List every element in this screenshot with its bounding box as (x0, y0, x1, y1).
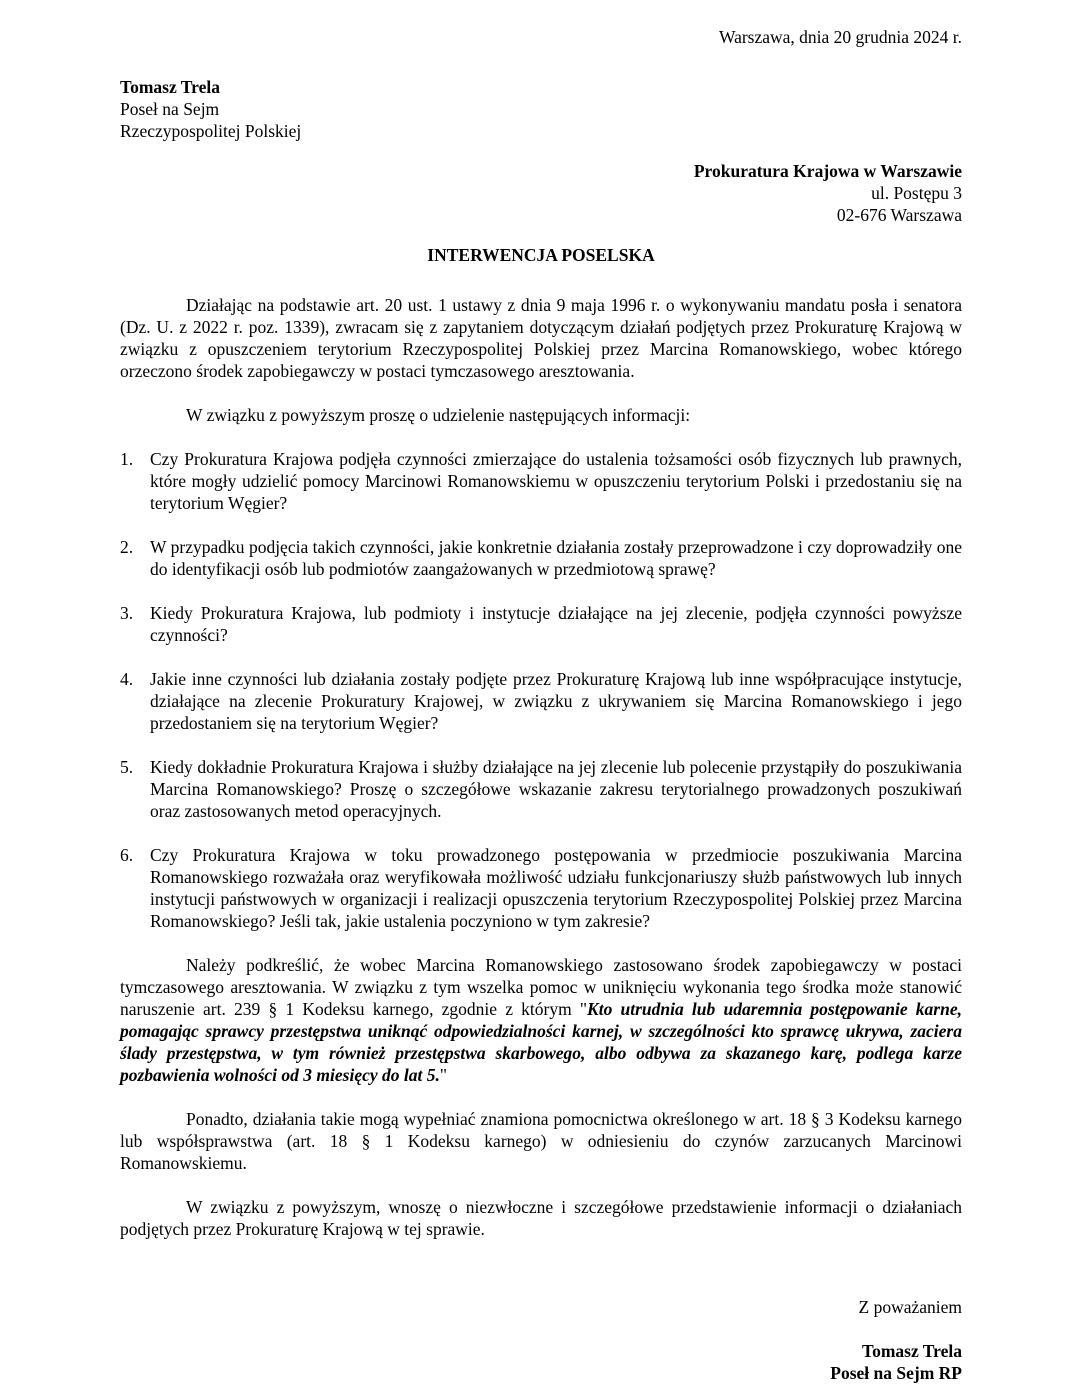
question-item-1 (120, 448, 962, 514)
penal-code-quote: Kto utrudnia lub udaremnia postępowanie karne, pomagając sprawcy przestępstwa uniknąć odpowiedzialności karnej, w szczególności kto sprawcę ukrywa, zaciera ślady przestępstwa, w tym również przestępstwa skarbowego, albo odbywa za skazanego karę, podlega karze pozbawienia wolności od 3 miesięcy do lat 5. (120, 999, 962, 1085)
legal-paragraph-post-quote: " (439, 1065, 448, 1085)
question-text: Kiedy dokładnie Prokuratura Krajowa i służby działające na jej zlecenie lub polecenie przystąpiły do poszukiwania Marcina Romanowskiego? Proszę o szczegółowe wskazanie zakresu terytorialnego prowadzonych poszukiwań oraz zastosowanych metod operacyjnych. (150, 757, 962, 821)
question-text: Czy Prokuratura Krajowa w toku prowadzonego postępowania w przedmiocie poszukiwania Marcina Romanowskiego rozważała oraz weryfikowała możliwość udziału funkcjonariuszy służb państwowych lub innych instytucji państwowych w organizacji i realizacji opuszczenia terytorium Rzeczypospolitej Polskiej przez Marcina Romanowskiego? Jeśli tak, jakie ustalenia poczyniono w tym zakresie? (150, 845, 962, 931)
signature-name: Tomasz Trela (862, 1341, 962, 1361)
question-item-2 (120, 536, 962, 580)
recipient-city: 02-676 Warszawa (836, 205, 962, 225)
questions-list (120, 448, 962, 932)
legal-paragraph (120, 954, 962, 1086)
question-text: Kiedy Prokuratura Krajowa, lub podmioty i instytucje działające na jej zlecenie, podjęła czynności powyższe czynności? (150, 603, 962, 645)
final-paragraph: W związku z powyższym, wnoszę o niezwłoczne i szczegółowe przedstawienie informacji o działaniach podjętych przez Prokuraturę Krajową w tej sprawie. (120, 1197, 962, 1239)
signature-role: Poseł na Sejm RP (830, 1363, 962, 1383)
question-text: W przypadku podjęcia takich czynności, jakie konkretnie działania zostały przeprowadzone i czy doprowadziły one do identyfikacji osób lub podmiotów zaangażowanych w przedmiotową sprawę? (150, 537, 962, 579)
recipient-name: Prokuratura Krajowa w Warszawie (693, 161, 962, 181)
document-title: INTERWENCJA POSELSKA (427, 245, 655, 265)
question-number: 1. (120, 449, 134, 469)
signature-block (120, 1340, 962, 1384)
question-number: 2. (120, 537, 134, 557)
sender-role: Poseł na Sejm (120, 99, 220, 119)
sender-block (120, 76, 962, 142)
question-item-5 (120, 756, 962, 822)
question-item-3 (120, 602, 962, 646)
question-item-4 (120, 668, 962, 734)
question-text: Jakie inne czynności lub działania zostały podjęte przez Prokuraturę Krajową lub inne współpracujące instytucje, działające na zlecenie Prokuratury Krajowej, w związku z ukrywaniem się Marcina Romanowskiego i jego przedostaniem się na terytorium Węgier? (150, 669, 962, 733)
date-line: Warszawa, dnia 20 grudnia 2024 r. (718, 27, 962, 47)
request-line: W związku z powyższym proszę o udzielenie następujących informacji: (186, 405, 691, 425)
closing-salutation: Z poważaniem (858, 1297, 962, 1317)
recipient-block (120, 160, 962, 226)
intro-paragraph: Działając na podstawie art. 20 ust. 1 ustawy z dnia 9 maja 1996 r. o wykonywaniu mandatu posła i senatora (Dz. U. z 2022 r. poz. 1339), zwracam się z zapytaniem dotyczącym działań podjętych przez Prokuraturę Krajową w związku z opuszczeniem terytorium Rzeczypospolitej Polskiej przez Marcina Romanowskiego, wobec którego orzeczono środek zapobiegawczy w postaci tymczasowego aresztowania. (120, 295, 962, 381)
question-number: 5. (120, 757, 134, 777)
legal-paragraph-pre-quote: Należy podkreślić, że wobec Marcina Romanowskiego zastosowano środek zapobiegawczy w postaci tymczasowego aresztowania. W związku z tym wszelka pomoc w uniknięciu wykonania tego środka może stanowić naruszenie art. 239 § 1 Kodeksu karnego, zgodnie z którym " (120, 955, 962, 1019)
sender-name: Tomasz Trela (120, 77, 220, 97)
aiding-paragraph: Ponadto, działania takie mogą wypełniać znamiona pomocnictwa określonego w art. 18 § 3 Kodeksu karnego lub współsprawstwa (art. 18 § 1 Kodeksu karnego) w odniesieniu do czynów zarzucanych Marcinowi Romanowskiemu. (120, 1109, 962, 1173)
question-number: 6. (120, 845, 134, 865)
recipient-street: ul. Postępu 3 (871, 183, 962, 203)
sender-country: Rzeczypospolitej Polskiej (120, 121, 302, 141)
question-text: Czy Prokuratura Krajowa podjęła czynności zmierzające do ustalenia tożsamości osób fizycznych lub prawnych, które mogły udzielić pomocy Marcinowi Romanowskiemu w opuszczeniu terytorium Polski i przedostaniu się na terytorium Węgier? (150, 449, 962, 513)
question-number: 3. (120, 603, 134, 623)
question-number: 4. (120, 669, 134, 689)
question-item-6 (120, 844, 962, 932)
